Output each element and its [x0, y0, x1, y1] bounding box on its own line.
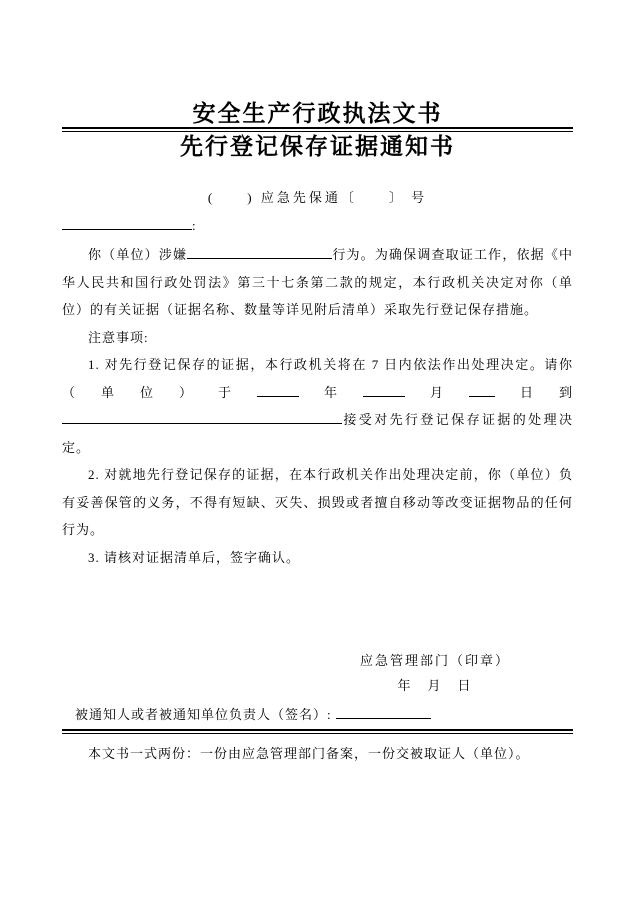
- addressee-colon: :: [192, 218, 196, 233]
- intro-text-before-blank: 你（单位）涉嫌: [88, 247, 188, 262]
- note-item-3: 3. 请核对证据清单后，签字确认。: [88, 549, 301, 565]
- notified-person-line: [62, 706, 573, 724]
- notified-person-label: 被通知人或者被通知单位负责人（签名）:: [75, 707, 332, 722]
- issuing-authority-seal-line: 应急管理部门（印章）: [359, 653, 510, 668]
- month-label: 月: [404, 384, 469, 400]
- day-blank-line: [469, 384, 495, 397]
- addressee-line: [62, 217, 573, 235]
- signature-block: [62, 653, 573, 694]
- document-category-title: 安全生产行政执法文书: [192, 101, 443, 126]
- addressee-blank-line: [62, 217, 192, 230]
- suspected-act-blank-line: [187, 246, 332, 259]
- signature-blank-line: [336, 706, 431, 719]
- year-label: 年: [298, 384, 363, 400]
- notes-heading: 注意事项:: [88, 329, 149, 345]
- footer-double-rule: [62, 729, 573, 734]
- document-title: 先行登记保存证据通知书: [180, 134, 455, 159]
- place-blank-line: [62, 411, 342, 424]
- month-blank-line: [363, 384, 405, 397]
- item1-text-after-blank: 接受对先行登记保存证据的处理决定。: [62, 412, 573, 455]
- footer-note: 本文书一式两份：一份由应急管理部门备案，一份交被取证人（单位）。: [88, 746, 530, 761]
- item1-text-before-date: 1. 对先行登记保存的证据，本行政机关将在 7 日内依法作出处理决定。请你（单位）于: [62, 357, 573, 400]
- year-blank-line: [257, 384, 299, 397]
- signature-inner: [360, 653, 510, 694]
- intro-text-after-blank: 行为。为确保调查取证工作，依据《中华人民共和国行政处罚法》第三十七条第二款的规定，本行政机关决定对你（单位）的有关证据（证据名称、数量等详见附后清单）采取先行登记保存措施。: [62, 247, 573, 317]
- signature-date-line: 年 月 日: [397, 678, 473, 693]
- document-number-line: ( ) 应急先保通〔 〕 号: [207, 190, 428, 205]
- note-item-2: 2. 对就地先行登记保存的证据，在本行政机关作出处理决定前，你（单位）负有妥善保管的义务，不得有短缺、灭失、损毁或者擅自移动等改变证据物品的任何行为。: [62, 467, 573, 537]
- intro-paragraph: [62, 241, 573, 324]
- note-item-1: [62, 351, 573, 461]
- day-to-label: 日到: [494, 384, 573, 400]
- header-double-rule: [62, 127, 573, 132]
